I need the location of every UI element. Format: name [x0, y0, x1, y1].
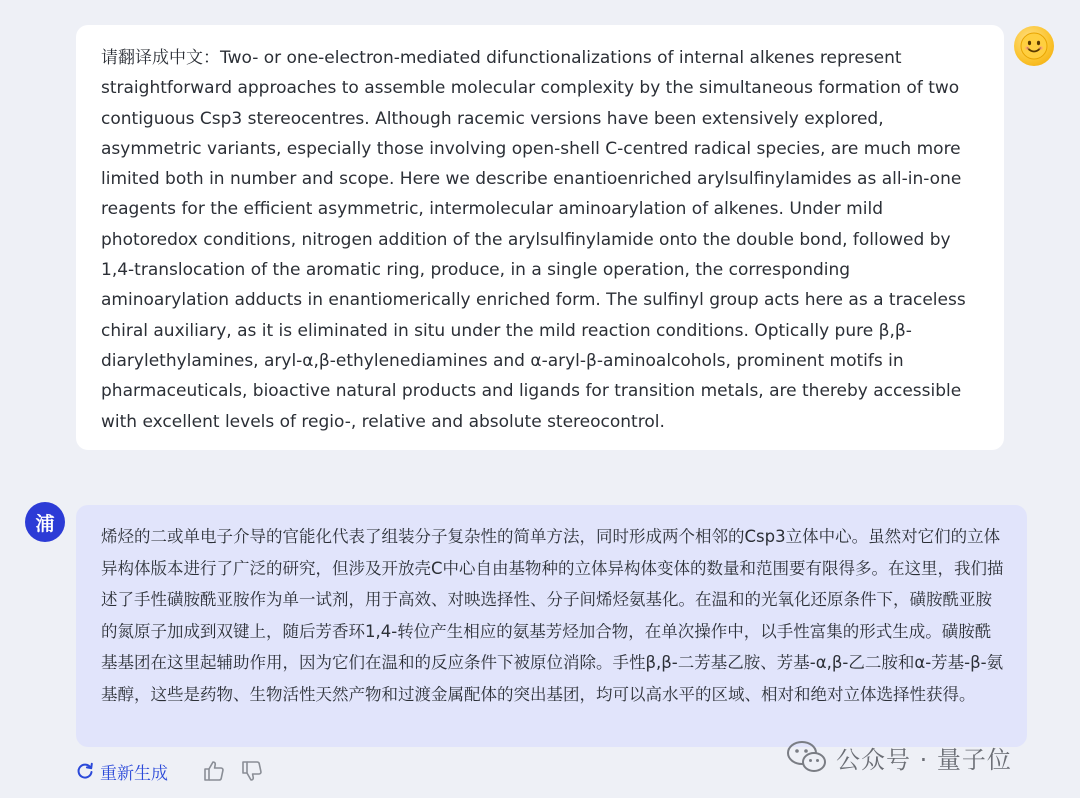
watermark — [786, 738, 1012, 776]
user-message-bubble — [76, 25, 1004, 450]
dislike-button[interactable] — [240, 759, 264, 783]
assistant-avatar: 浦 — [25, 502, 65, 542]
regenerate-label: 重新生成 — [100, 763, 168, 784]
user-message-text: 请翻译成中文：Two- or one-electron-mediated difunctionalizations of internal alkenes represent straightforward approaches to assemble molecular complexity by the simultaneous formation of two contiguous Csp3 stereocentres. Although racemic versions have been extensively explored, asymmetric variants, especially those involving open-shell C-centred radical species, are much more limited both in number and scope. Here we describe enantioenriched arylsulfinylamides as all-in-one reagents for the efficient asymmetric, intermolecular aminoarylation of alkenes. Under mild photoredox conditions, nitrogen addition of the arylsulfinylamide onto the double bond, followed by 1,4-translocation of the aromatic ring, produce, in a single operation, the corresponding aminoarylation adducts in enantiomerically enriched form. The sulfinyl group acts here as a traceless chiral auxiliary, as it is eliminated in situ under the mild reaction conditions. Optically pure β,β-diarylethylamines, aryl-α,β-ethylenediamines and α-aryl-β-aminoalcohols, prominent motifs in pharmaceuticals, bioactive natural products and ligands for transition metals, are thereby accessible with excellent levels of regio-, relative and absolute stereocontrol. — [101, 48, 966, 432]
thumbs-up-icon — [202, 759, 226, 783]
watermark-text: 公众号 · 量子位 — [836, 745, 1012, 774]
assistant-message-text: 烯烃的二或单电子介导的官能化代表了组装分子复杂性的简单方法，同时形成两个相邻的Csp3立体中心。虽然对它们的立体异构体版本进行了广泛的研究，但涉及开放壳C中心自由基物种的立体异构体变体的数量和范围要有限得多。在这里，我们描述了手性磺胺酰亚胺作为单一试剂，用于高效、对映选择性、分子间烯烃氨基化。在温和的光氧化还原条件下，磺胺酰亚胺的氮原子加成到双键上，随后芳香环1,4-转位产生相应的氨基芳烃加合物，在单次操作中，以手性富集的形式生成。磺胺酰基基团在这里起辅助作用，因为它们在温和的反应条件下被原位消除。手性β,β-二芳基乙胺、芳基-α,β-乙二胺和α-芳基-β-氨基醇，这些是药物、生物活性天然产物和过渡金属配体的突出基团，均可以高水平的区域、相对和绝对立体选择性获得。 — [101, 527, 1004, 704]
thumbs-down-icon — [240, 759, 264, 783]
refresh-icon — [76, 762, 94, 780]
like-button[interactable] — [202, 759, 226, 783]
smiley-face-icon — [1019, 31, 1049, 61]
regenerate-button[interactable] — [76, 759, 168, 784]
user-avatar — [1014, 26, 1054, 66]
message-actions — [76, 756, 264, 786]
wechat-icon — [786, 739, 828, 775]
assistant-message-bubble — [76, 505, 1027, 747]
